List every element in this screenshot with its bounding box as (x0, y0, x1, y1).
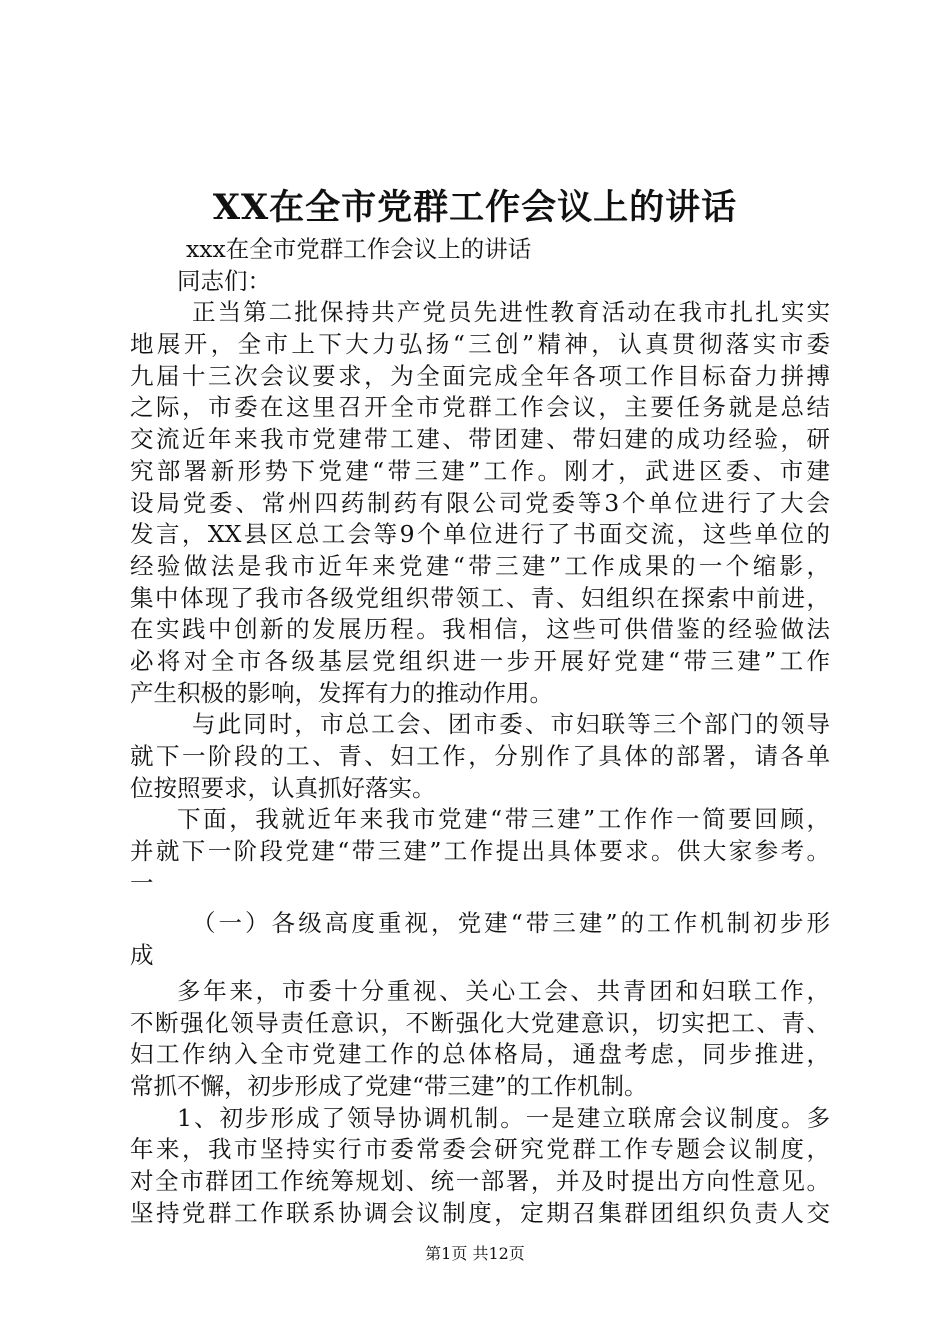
section-heading: （一）各级高度重视，党建“带三建”的工作机制初步形 (192, 909, 830, 938)
paragraph-line: 地展开，全市上下大力弘扬“三创”精神，认真贯彻落实市委 (130, 330, 830, 359)
paragraph-line: 坚持党群工作联系协调会议制度，定期召集群团组织负责人交 (130, 1198, 830, 1227)
paragraph-line: 年来，我市坚持实行市委常委会研究党群工作专题会议制度， (130, 1135, 830, 1164)
paragraph-line: 与此同时，市总工会、团市委、市妇联等三个部门的领导 (192, 710, 830, 739)
paragraph-line: 产生积极的影响，发挥有力的推动作用。 (130, 678, 553, 707)
document-title: XX在全市党群工作会议上的讲话 (212, 187, 738, 228)
paragraph-line: 集中体现了我市各级党组织带领工、青、妇组织在探索中前进， (130, 583, 830, 612)
subtitle-line: xxx在全市党群工作会议上的讲话 (186, 235, 532, 263)
paragraph-line: 必将对全市各级基层党组织进一步开展好党建“带三建”工作 (130, 646, 830, 675)
salutation-line: 同志们： (177, 266, 271, 295)
document-body (130, 234, 830, 1229)
section-number: 一 (130, 868, 154, 897)
paragraph-line: 设局党委、常州四药制药有限公司党委等3个单位进行了大会 (130, 488, 830, 517)
paragraph-line: 在实践中创新的发展历程。我相信，这些可供借鉴的经验做法 (130, 615, 830, 644)
paragraph-line: 之际，市委在这里召开全市党群工作会议，主要任务就是总结 (130, 393, 830, 422)
paragraph-line: 多年来，市委十分重视、关心工会、共青团和妇联工作， (177, 976, 830, 1005)
paragraph-line: 发言，XX县区总工会等9个单位进行了书面交流，这些单位的 (130, 520, 830, 549)
paragraph-line: 究部署新形势下党建“带三建”工作。刚才，武进区委、市建 (130, 456, 830, 485)
paragraph-line: 下面，我就近年来我市党建“带三建”工作作一简要回顾， (177, 805, 830, 834)
page-footer: 第1页 共12页 (425, 1244, 525, 1263)
paragraph-line: 位按照要求，认真抓好落实。 (130, 773, 436, 802)
paragraph-line: 对全市群团工作统筹规划、统一部署，并及时提出方向性意见。 (130, 1166, 830, 1195)
paragraph-line: 就下一阶段的工、青、妇工作，分别作了具体的部署，请各单 (130, 742, 830, 770)
paragraph-line: 正当第二批保持共产党员先进性教育活动在我市扎扎实实 (192, 298, 830, 327)
paragraph-line: 不断强化领导责任意识，不断强化大党建意识，切实把工、青、 (130, 1008, 830, 1037)
paragraph-line: 常抓不懈，初步形成了党建“带三建”的工作机制。 (130, 1071, 648, 1100)
paragraph-line: 妇工作纳入全市党建工作的总体格局，通盘考虑，同步推进， (130, 1040, 830, 1069)
paragraph-line: 1、初步形成了领导协调机制。一是建立联席会议制度。多 (177, 1103, 830, 1132)
paragraph-line: 交流近年来我市党建带工建、带团建、带妇建的成功经验，研 (130, 425, 830, 454)
section-heading: 成 (130, 941, 154, 970)
paragraph-line: 并就下一阶段党建“带三建”工作提出具体要求。供大家参考。 (130, 837, 830, 866)
paragraph-line: 经验做法是我市近年来党建“带三建”工作成果的一个缩影， (130, 551, 830, 580)
paragraph-line: 九届十三次会议要求，为全面完成全年各项工作目标奋力拼搏 (130, 361, 830, 390)
